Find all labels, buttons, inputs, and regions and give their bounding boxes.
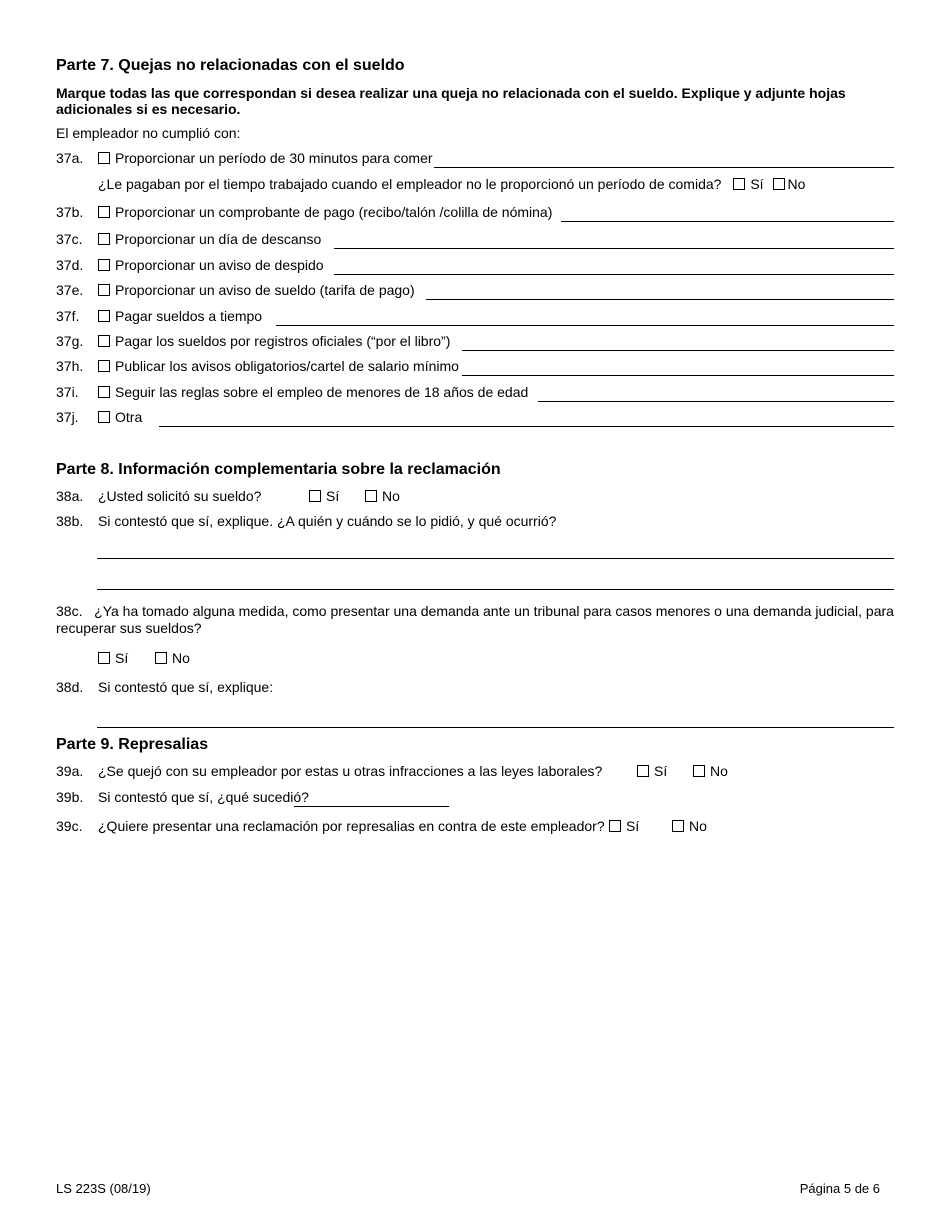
question-39b-text: Si contestó que sí, ¿qué sucedió? xyxy=(98,789,309,805)
38c-options xyxy=(56,650,894,668)
item-37c xyxy=(56,231,894,249)
question-38a-text: ¿Usted solicitó su sueldo? xyxy=(98,488,262,504)
item-label: Proporcionar un aviso de despido xyxy=(115,257,324,273)
question-number: 39c. xyxy=(56,818,83,834)
part7-intro: El empleador no cumplió con: xyxy=(56,125,241,141)
checkbox-37i[interactable] xyxy=(98,386,110,398)
item-37h xyxy=(56,358,894,376)
answer-line-37j[interactable] xyxy=(159,426,894,427)
item-37g xyxy=(56,333,894,351)
39c-yes-label: Sí xyxy=(626,818,640,834)
answer-line-37h[interactable] xyxy=(462,375,894,376)
question-39a xyxy=(56,763,894,781)
part8-title: Parte 8. Información complementaria sobre la reclamación xyxy=(56,461,501,478)
answer-line-37c[interactable] xyxy=(334,248,894,249)
38a-no-checkbox[interactable] xyxy=(365,490,377,502)
question-39b xyxy=(56,789,894,807)
part7-title: Parte 7. Quejas no relacionadas con el sueldo xyxy=(56,57,405,74)
item-number: 37j. xyxy=(56,409,79,425)
item-number: 37f. xyxy=(56,308,80,324)
question-number: 38a. xyxy=(56,488,84,504)
item-label: Proporcionar un aviso de sueldo (tarifa de pago) xyxy=(115,282,415,298)
question-number: 39a. xyxy=(56,763,84,779)
meal-yes-checkbox[interactable] xyxy=(733,178,745,190)
meal-question: ¿Le pagaban por el tiempo trabajado cuando el empleador no le proporcionó un período de comida? xyxy=(98,176,722,192)
38a-no-label: No xyxy=(382,488,400,504)
question-number: 38c. xyxy=(56,603,83,619)
38a-yes-label: Sí xyxy=(326,488,340,504)
38c-no-label: No xyxy=(172,650,190,666)
item-37i xyxy=(56,384,894,402)
item-number: 37d. xyxy=(56,257,84,273)
question-39c-text: ¿Quiere presentar una reclamación por represalias en contra de este empleador? xyxy=(98,818,605,834)
item-label: Seguir las reglas sobre el empleo de menores de 18 años de edad xyxy=(115,384,529,400)
meal-no-checkbox[interactable] xyxy=(773,178,785,190)
answer-line-37f[interactable] xyxy=(276,325,894,326)
item-label: Publicar los avisos obligatorios/cartel de salario mínimo xyxy=(115,358,459,374)
item-37a xyxy=(56,150,894,168)
item-number: 37b. xyxy=(56,204,84,220)
38c-yes-checkbox[interactable] xyxy=(98,652,110,664)
question-39c xyxy=(56,818,894,836)
39c-no-checkbox[interactable] xyxy=(672,820,684,832)
38c-yes-label: Sí xyxy=(115,650,129,666)
question-number: 39b. xyxy=(56,789,84,805)
item-label: Proporcionar un período de 30 minutos para comer xyxy=(115,150,433,166)
checkbox-37d[interactable] xyxy=(98,259,110,271)
item-37d xyxy=(56,257,894,275)
item-label: Proporcionar un día de descanso xyxy=(115,231,322,247)
answer-line-37d[interactable] xyxy=(334,274,894,275)
39b-answer-line[interactable] xyxy=(294,806,449,807)
checkbox-37b[interactable] xyxy=(98,206,110,218)
answer-line-37g[interactable] xyxy=(462,350,894,351)
meal-no-label: No xyxy=(787,176,806,192)
meal-yes-label: Sí xyxy=(750,176,764,192)
38d-answer-line[interactable] xyxy=(97,727,894,728)
item-37f xyxy=(56,308,894,326)
question-39a-text: ¿Se quejó con su empleador por estas u otras infracciones a las leyes laborales? xyxy=(98,763,603,779)
checkbox-37f[interactable] xyxy=(98,310,110,322)
39a-no-label: No xyxy=(710,763,728,779)
item-number: 37e. xyxy=(56,282,84,298)
answer-line-37i[interactable] xyxy=(538,401,894,402)
item-number: 37h. xyxy=(56,358,84,374)
38c-no-checkbox[interactable] xyxy=(155,652,167,664)
39a-no-checkbox[interactable] xyxy=(693,765,705,777)
checkbox-37g[interactable] xyxy=(98,335,110,347)
item-37b xyxy=(56,204,894,222)
question-38d-text: Si contestó que sí, explique: xyxy=(98,679,274,695)
item-label: Pagar sueldos a tiempo xyxy=(115,308,263,324)
question-38c xyxy=(56,603,894,637)
form-id: LS 223S (08/19) xyxy=(56,1181,151,1196)
question-38d xyxy=(56,679,894,697)
checkbox-37a[interactable] xyxy=(98,152,110,164)
question-38b-text: Si contestó que sí, explique. ¿A quién y cuándo se lo pidió, y qué ocurrió? xyxy=(98,513,557,529)
answer-line-37b[interactable] xyxy=(561,221,894,222)
question-38b xyxy=(56,513,894,531)
question-38c-text: ¿Ya ha tomado alguna medida, como presentar una demanda ante un tribunal para casos menores o una demanda judicial, para recuperar sus sueldos? xyxy=(56,603,894,636)
question-number: 38b. xyxy=(56,513,84,529)
item-number: 37g. xyxy=(56,333,84,349)
39c-no-label: No xyxy=(689,818,707,834)
checkbox-37c[interactable] xyxy=(98,233,110,245)
item-37j xyxy=(56,409,894,427)
38b-answer-line-1[interactable] xyxy=(97,558,894,559)
answer-line-37a[interactable] xyxy=(434,167,894,168)
item-label: Proporcionar un comprobante de pago (recibo/talón /colilla de nómina) xyxy=(115,204,553,220)
checkbox-37h[interactable] xyxy=(98,360,110,372)
item-label: Pagar los sueldos por registros oficiales (“por el libro”) xyxy=(115,333,451,349)
question-number: 38d. xyxy=(56,679,84,695)
checkbox-37e[interactable] xyxy=(98,284,110,296)
part9-title: Parte 9. Represalias xyxy=(56,736,209,753)
answer-line-37e[interactable] xyxy=(426,299,894,300)
item-number: 37i. xyxy=(56,384,79,400)
39a-yes-label: Sí xyxy=(654,763,668,779)
item-number: 37a. xyxy=(56,150,84,166)
38a-yes-checkbox[interactable] xyxy=(309,490,321,502)
part7-instructions: Marque todas las que correspondan si desea realizar una queja no relacionada con el sueldo. Explique y adjunte hojas adicionales si es necesario. xyxy=(56,85,846,117)
page-number: Página 5 de 6 xyxy=(799,1181,880,1196)
meal-question-row xyxy=(56,176,894,194)
item-37e xyxy=(56,282,894,300)
item-label: Otra xyxy=(115,409,143,425)
item-number: 37c. xyxy=(56,231,83,247)
39c-yes-checkbox[interactable] xyxy=(609,820,621,832)
39a-yes-checkbox[interactable] xyxy=(637,765,649,777)
question-38a xyxy=(56,488,894,506)
checkbox-37j[interactable] xyxy=(98,411,110,423)
38b-answer-line-2[interactable] xyxy=(97,589,894,590)
